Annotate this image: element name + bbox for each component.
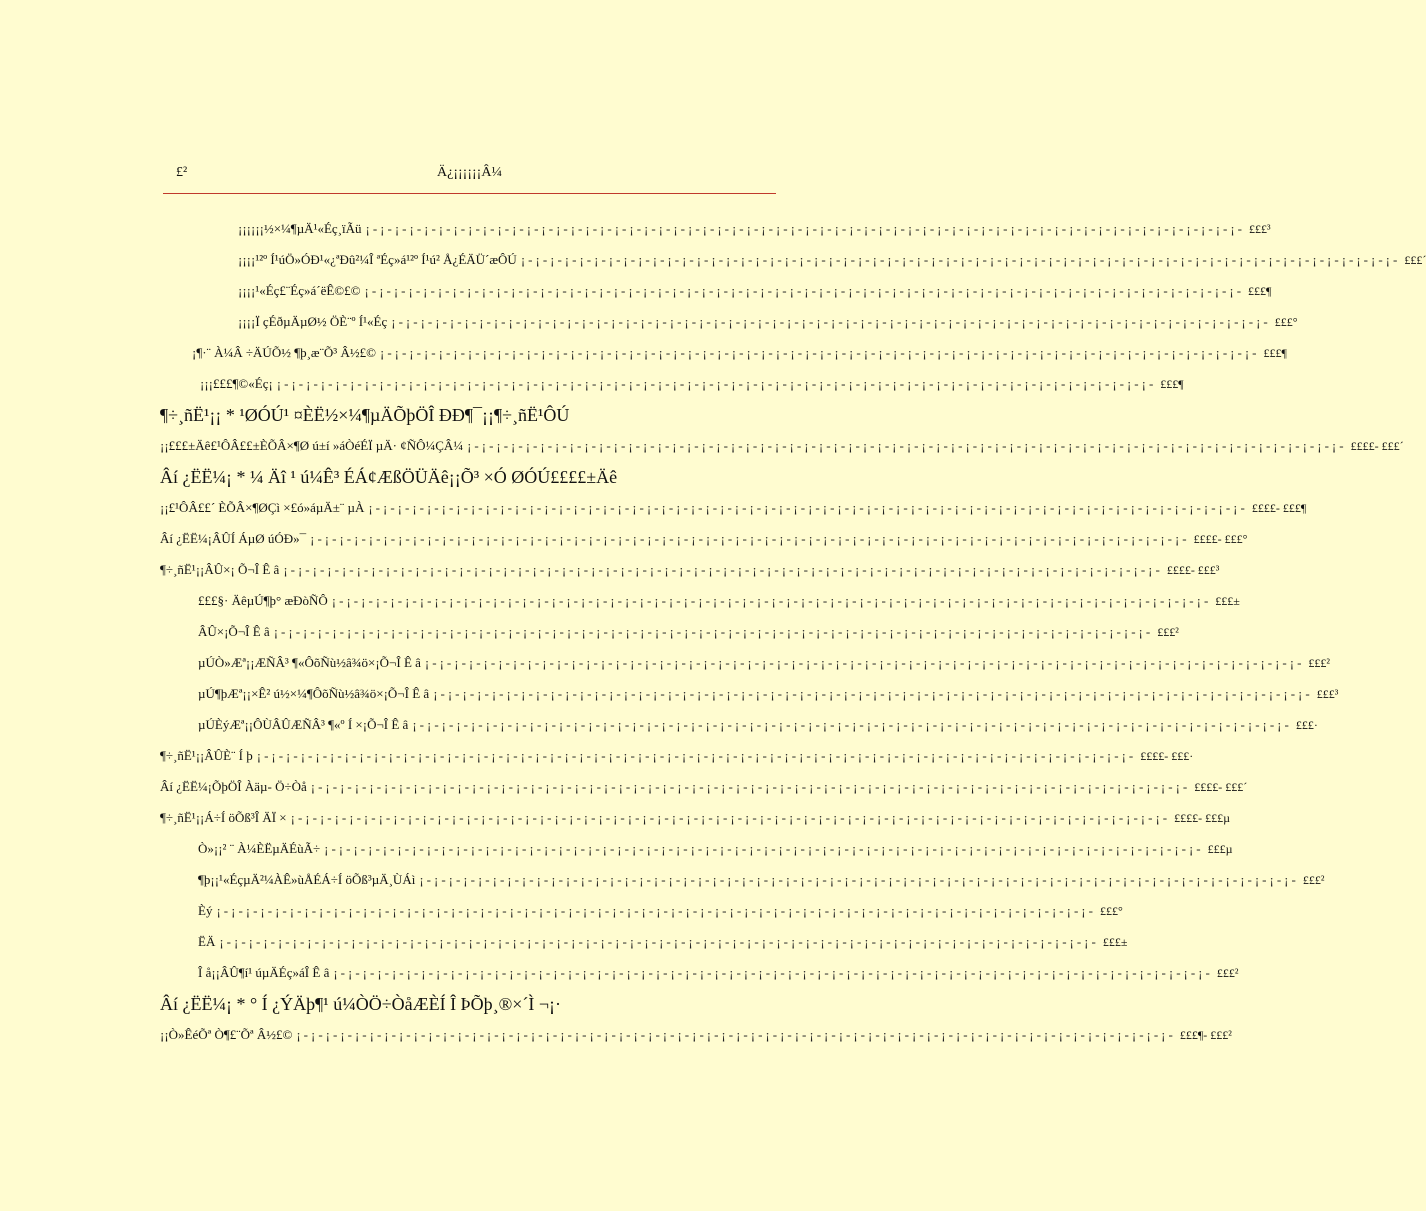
toc-entry[interactable]	[160, 836, 1233, 862]
dot-leader: ¡-¡-¡-¡-¡-¡-¡-¡-¡-¡-¡-¡-¡-¡-¡-¡-¡-¡-¡-¡-¡-¡-¡-¡-¡-¡-¡-¡-¡-¡-¡-¡-¡-¡-¡-¡-¡-¡-¡-¡-¡-¡-¡-¡-¡-¡-¡-¡-¡-¡-¡-¡-¡-¡-¡-¡-¡-¡-¡-¡-	[419, 872, 1299, 887]
toc-entry[interactable]	[160, 309, 1298, 335]
toc-entry[interactable]	[160, 743, 1194, 769]
dot-leader: ¡-¡-¡-¡-¡-¡-¡-¡-¡-¡-¡-¡-¡-¡-¡-¡-¡-¡-¡-¡-¡-¡-¡-¡-¡-¡-¡-¡-¡-¡-¡-¡-¡-¡-¡-¡-¡-¡-¡-¡-¡-¡-¡-¡-¡-¡-¡-¡-¡-¡-¡-¡-¡-¡-¡-¡-¡-¡-¡-¡-	[331, 593, 1212, 608]
toc-entry[interactable]	[160, 929, 1128, 955]
toc-entry[interactable]	[160, 681, 1339, 707]
dot-leader: ¡-¡-¡-¡-¡-¡-¡-¡-¡-¡-¡-¡-¡-¡-¡-¡-¡-¡-¡-¡-¡-¡-¡-¡-¡-¡-¡-¡-¡-¡-¡-¡-¡-¡-¡-¡-¡-¡-¡-¡-¡-¡-¡-¡-¡-¡-¡-¡-¡-¡-¡-¡-¡-¡-¡-¡-¡-¡-¡-¡-	[391, 314, 1271, 329]
toc-page-number: ££££- £££°	[1193, 532, 1248, 546]
toc-entry[interactable]	[160, 433, 1404, 459]
toc-entry-title: Èý	[198, 903, 213, 918]
dot-leader: ¡-¡-¡-¡-¡-¡-¡-¡-¡-¡-¡-¡-¡-¡-¡-¡-¡-¡-¡-¡-¡-¡-¡-¡-¡-¡-¡-¡-¡-¡-¡-¡-¡-¡-¡-¡-¡-¡-¡-¡-¡-¡-¡-¡-¡-¡-¡-¡-¡-¡-¡-¡-¡-¡-¡-¡-¡-¡-¡-¡-	[365, 221, 1246, 236]
toc-entry[interactable]	[160, 588, 1240, 614]
toc-page-number: ££££- £££µ	[1174, 811, 1231, 825]
toc-entry[interactable]	[160, 557, 1220, 583]
toc-entry-title: Âí ¿ËË¼¡ * ¼ Äî ¹ ú¼Ê³ ÉÁ¢ÆßÖÜÄê¡¡Õ³ ×Ó ØÓÚ££££±Äê	[160, 467, 618, 487]
toc-page-number: ££££- £££´	[1194, 780, 1248, 794]
toc-entry-title: ¡¡¡¡¹²º Í¹úÖ»ÓÐ¹«¿ªÐû²¼Î ªÉç»á¹²º Í¹ú² Å¿ÉÄÜ´æÔÚ	[238, 252, 517, 267]
toc-page-number: £££´	[1404, 253, 1426, 267]
toc-entry-title: ¶÷¸ñË¹¡¡ÂÛÈ¨ Í þ	[160, 748, 253, 763]
toc-entry-title: ¶÷¸ñË¹¡¡Á÷Í öÕß³Î ÄÏ ×	[160, 810, 287, 825]
toc-page-number: £££³	[1249, 222, 1271, 236]
toc-page-number: £££·	[1295, 718, 1318, 732]
toc-entry-title: ¡¡¡¡¹«Éç£¨Éç»á´ëÊ©£©	[238, 283, 361, 298]
dot-leader: ¡-¡-¡-¡-¡-¡-¡-¡-¡-¡-¡-¡-¡-¡-¡-¡-¡-¡-¡-¡-¡-¡-¡-¡-¡-¡-¡-¡-¡-¡-¡-¡-¡-¡-¡-¡-¡-¡-¡-¡-¡-¡-¡-¡-¡-¡-¡-¡-¡-¡-¡-¡-¡-¡-¡-¡-¡-¡-¡-¡-	[412, 717, 1292, 732]
toc-entry-title: ¡¶·¨ À¼Â ÷ÄÚÕ½ ¶þ¸æ¨Õ³ Â½£©	[192, 345, 376, 360]
toc-entry-title: £££§· ÄêµÚ¶þ° æÐòÑÔ	[198, 593, 328, 608]
toc-entry[interactable]	[160, 805, 1231, 831]
dot-leader: ¡-¡-¡-¡-¡-¡-¡-¡-¡-¡-¡-¡-¡-¡-¡-¡-¡-¡-¡-¡-¡-¡-¡-¡-¡-¡-¡-¡-¡-¡-¡-¡-¡-¡-¡-¡-¡-¡-¡-¡-¡-¡-¡-¡-¡-¡-¡-¡-¡-¡-¡-¡-¡-¡-¡-¡-¡-¡-¡-¡-	[379, 345, 1260, 360]
toc-entry[interactable]	[160, 960, 1239, 986]
toc-page-number: ££££- £££¶	[1251, 501, 1307, 515]
toc-page-number: ££££- £££´	[1350, 439, 1404, 453]
toc-page-number: £££²	[1216, 966, 1239, 980]
running-title: Ä¿¡¡¡¡¡¡Â¼	[437, 165, 502, 180]
page-number: £²	[176, 165, 188, 180]
toc-page-number: £££¶- £££²	[1179, 1028, 1232, 1042]
toc-entry-title: ¡¡¡¡Ï çÉðµÄµØ½ ÖÈ¨º Í¹«Éç	[238, 314, 388, 329]
toc-entry-title: ¶÷¸ñË¹¡¡ÂÛ×¡ Õ¬Î Ê â	[160, 562, 280, 577]
toc-entry-title: ¡¡Ò»ÊéÕª Ò¶£¨Õª Â½£©	[160, 1027, 293, 1042]
toc-entry[interactable]	[160, 650, 1331, 676]
toc-entry[interactable]	[160, 898, 1123, 924]
dot-leader: ¡-¡-¡-¡-¡-¡-¡-¡-¡-¡-¡-¡-¡-¡-¡-¡-¡-¡-¡-¡-¡-¡-¡-¡-¡-¡-¡-¡-¡-¡-¡-¡-¡-¡-¡-¡-¡-¡-¡-¡-¡-¡-¡-¡-¡-¡-¡-¡-¡-¡-¡-¡-¡-¡-¡-¡-¡-¡-¡-¡-	[520, 252, 1401, 267]
toc-entry[interactable]	[160, 1022, 1232, 1048]
toc-entry[interactable]	[160, 774, 1248, 800]
toc-page-number: £££²	[1308, 656, 1331, 670]
dot-leader: ¡-¡-¡-¡-¡-¡-¡-¡-¡-¡-¡-¡-¡-¡-¡-¡-¡-¡-¡-¡-¡-¡-¡-¡-¡-¡-¡-¡-¡-¡-¡-¡-¡-¡-¡-¡-¡-¡-¡-¡-¡-¡-¡-¡-¡-¡-¡-¡-¡-¡-¡-¡-¡-¡-¡-¡-¡-¡-¡-¡-	[364, 283, 1245, 298]
toc-entry-title: ¶þ¡¡¹«ÉçµÄ²¼ÀÊ»ùÅÉÁ÷Í öÕß³µÄ¸ÙÁì	[198, 872, 416, 887]
dot-leader: ¡-¡-¡-¡-¡-¡-¡-¡-¡-¡-¡-¡-¡-¡-¡-¡-¡-¡-¡-¡-¡-¡-¡-¡-¡-¡-¡-¡-¡-¡-¡-¡-¡-¡-¡-¡-¡-¡-¡-¡-¡-¡-¡-¡-¡-¡-¡-¡-¡-¡-¡-¡-¡-¡-¡-¡-¡-¡-¡-¡-	[256, 748, 1137, 763]
toc-entry[interactable]	[160, 464, 785, 490]
toc-entry[interactable]	[160, 247, 1426, 273]
toc-entry-title: Î å¡¡ÂÛ¶í¹ úµÄÉç»áÎ Ê â	[198, 965, 330, 980]
toc-page-number: ££££- £££³	[1166, 563, 1220, 577]
toc-entry-title: µÚ¶þÆª¡¡×Ê² ú½×¼¶ÔõÑù½â¾ö×¡Õ¬Î Ê â	[198, 686, 430, 701]
toc-entry[interactable]	[160, 619, 1179, 645]
toc-entry-title: Âí ¿ËË¼¡ * ° Í ¿ÝÄþ¶¹ ú¼ÒÖ÷ÒåÆÈÍ Î ÞÕþ¸®×´Ì ¬¡·	[160, 994, 562, 1014]
toc-page-number: £££³	[1316, 687, 1339, 701]
toc-page-number: £££¶	[1263, 346, 1287, 360]
dot-leader: ¡-¡-¡-¡-¡-¡-¡-¡-¡-¡-¡-¡-¡-¡-¡-¡-¡-¡-¡-¡-¡-¡-¡-¡-¡-¡-¡-¡-¡-¡-¡-¡-¡-¡-¡-¡-¡-¡-¡-¡-¡-¡-¡-¡-¡-¡-¡-¡-¡-¡-¡-¡-¡-¡-¡-¡-¡-¡-¡-¡-	[296, 1027, 1176, 1042]
toc-page-number: ££££- £££·	[1140, 749, 1194, 763]
toc-entry[interactable]	[160, 340, 1287, 366]
dot-leader: ¡-¡-¡-¡-¡-¡-¡-¡-¡-¡-¡-¡-¡-¡-¡-¡-¡-¡-¡-¡-¡-¡-¡-¡-¡-¡-¡-¡-¡-¡-¡-¡-¡-¡-¡-¡-¡-¡-¡-¡-¡-¡-¡-¡-¡-¡-¡-¡-¡-¡-¡-¡-¡-¡-¡-¡-¡-¡-¡-¡-	[368, 500, 1248, 515]
dot-leader: ¡-¡-¡-¡-¡-¡-¡-¡-¡-¡-¡-¡-¡-¡-¡-¡-¡-¡-¡-¡-¡-¡-¡-¡-¡-¡-¡-¡-¡-¡-¡-¡-¡-¡-¡-¡-¡-¡-¡-¡-¡-¡-¡-¡-¡-¡-¡-¡-¡-¡-¡-¡-¡-¡-¡-¡-¡-¡-¡-¡-	[290, 810, 1171, 825]
toc-entry[interactable]	[160, 526, 1248, 552]
toc-entry[interactable]	[160, 371, 1184, 397]
dot-leader: ¡-¡-¡-¡-¡-¡-¡-¡-¡-¡-¡-¡-¡-¡-¡-¡-¡-¡-¡-¡-¡-¡-¡-¡-¡-¡-¡-¡-¡-¡-¡-¡-¡-¡-¡-¡-¡-¡-¡-¡-¡-¡-¡-¡-¡-¡-¡-¡-¡-¡-¡-¡-¡-¡-¡-¡-¡-¡-¡-¡-	[467, 438, 1347, 453]
toc-entry-title: ¶÷¸ñË¹¡¡ * ¹ØÓÚ¹ ¤ÈË½×¼¶µÄÕþÖÎ ÐÐ¶¯¡¡¶÷¸ñË¹ÔÚ	[160, 405, 570, 425]
dot-leader: ¡-¡-¡-¡-¡-¡-¡-¡-¡-¡-¡-¡-¡-¡-¡-¡-¡-¡-¡-¡-¡-¡-¡-¡-¡-¡-¡-¡-¡-¡-¡-¡-¡-¡-¡-¡-¡-¡-¡-¡-¡-¡-¡-¡-¡-¡-¡-¡-¡-¡-¡-¡-¡-¡-¡-¡-¡-¡-¡-¡-	[216, 903, 1096, 918]
toc-page-number: £££±	[1215, 594, 1240, 608]
toc-page-number: £££¶	[1248, 284, 1272, 298]
toc-entry[interactable]	[160, 867, 1325, 893]
toc-page-number: £££°	[1274, 315, 1298, 329]
toc-entry-title: ËÄ	[198, 934, 216, 949]
toc-entry-title: µÚÈýÆª¡¡ÔÙÂÛÆÑÂ³ ¶«º Í ×¡Õ¬Î Ê â	[198, 717, 409, 732]
toc-entry[interactable]	[160, 712, 1318, 738]
toc-entry-title: ¡¡£¹ÔÂ££´ ÈÕÂ×¶ØÇì ×£ó»áµÄ±¨ µÀ	[160, 500, 365, 515]
toc-entry[interactable]	[160, 216, 1271, 242]
toc-page-number: £££°	[1099, 904, 1123, 918]
toc-entry[interactable]	[160, 278, 1272, 304]
toc-entry-title: ¡¡¡¡¡¡½×¼¶µÄ¹«Éç¸ïÃü	[238, 221, 362, 236]
toc-entry[interactable]	[160, 402, 785, 428]
dot-leader: ¡-¡-¡-¡-¡-¡-¡-¡-¡-¡-¡-¡-¡-¡-¡-¡-¡-¡-¡-¡-¡-¡-¡-¡-¡-¡-¡-¡-¡-¡-¡-¡-¡-¡-¡-¡-¡-¡-¡-¡-¡-¡-¡-¡-¡-¡-¡-¡-¡-¡-¡-¡-¡-¡-¡-¡-¡-¡-¡-¡-	[433, 686, 1313, 701]
dot-leader: ¡-¡-¡-¡-¡-¡-¡-¡-¡-¡-¡-¡-¡-¡-¡-¡-¡-¡-¡-¡-¡-¡-¡-¡-¡-¡-¡-¡-¡-¡-¡-¡-¡-¡-¡-¡-¡-¡-¡-¡-¡-¡-¡-¡-¡-¡-¡-¡-¡-¡-¡-¡-¡-¡-¡-¡-¡-¡-¡-¡-	[283, 562, 1163, 577]
toc-entry-title: Âí ¿ËË¼¡ÂÛÍ ÁµØ úÓÐ»¯	[160, 531, 307, 546]
dot-leader: ¡-¡-¡-¡-¡-¡-¡-¡-¡-¡-¡-¡-¡-¡-¡-¡-¡-¡-¡-¡-¡-¡-¡-¡-¡-¡-¡-¡-¡-¡-¡-¡-¡-¡-¡-¡-¡-¡-¡-¡-¡-¡-¡-¡-¡-¡-¡-¡-¡-¡-¡-¡-¡-¡-¡-¡-¡-¡-¡-¡-	[333, 965, 1213, 980]
toc-page-number: £££¶	[1160, 377, 1184, 391]
toc-entry[interactable]	[160, 991, 785, 1017]
toc-entry-title: ¡¡£££±Äê£¹ÔÂ££±ÈÕÂ×¶Ø ú±í »áÒéÉÏ µÄ· ¢ÑÔ¼ÇÂ¼	[160, 438, 464, 453]
toc-entry-title: µÚÒ»Æª¡¡ÆÑÂ³ ¶«ÔõÑù½â¾ö×¡Õ¬Î Ê â	[198, 655, 421, 670]
toc-entry[interactable]	[160, 495, 1307, 521]
dot-leader: ¡-¡-¡-¡-¡-¡-¡-¡-¡-¡-¡-¡-¡-¡-¡-¡-¡-¡-¡-¡-¡-¡-¡-¡-¡-¡-¡-¡-¡-¡-¡-¡-¡-¡-¡-¡-¡-¡-¡-¡-¡-¡-¡-¡-¡-¡-¡-¡-¡-¡-¡-¡-¡-¡-¡-¡-¡-¡-¡-¡-	[310, 779, 1191, 794]
toc-entry-title: Âí ¿ËË¼¡ÕþÖÎ Àäµ- Ö÷Òå	[160, 779, 307, 794]
dot-leader: ¡-¡-¡-¡-¡-¡-¡-¡-¡-¡-¡-¡-¡-¡-¡-¡-¡-¡-¡-¡-¡-¡-¡-¡-¡-¡-¡-¡-¡-¡-¡-¡-¡-¡-¡-¡-¡-¡-¡-¡-¡-¡-¡-¡-¡-¡-¡-¡-¡-¡-¡-¡-¡-¡-¡-¡-¡-¡-¡-¡-	[219, 934, 1099, 949]
dot-leader: ¡-¡-¡-¡-¡-¡-¡-¡-¡-¡-¡-¡-¡-¡-¡-¡-¡-¡-¡-¡-¡-¡-¡-¡-¡-¡-¡-¡-¡-¡-¡-¡-¡-¡-¡-¡-¡-¡-¡-¡-¡-¡-¡-¡-¡-¡-¡-¡-¡-¡-¡-¡-¡-¡-¡-¡-¡-¡-¡-¡-	[310, 531, 1190, 546]
toc-page-number: £££²	[1157, 625, 1179, 639]
toc-page-number: £££±	[1102, 935, 1128, 949]
dot-leader: ¡-¡-¡-¡-¡-¡-¡-¡-¡-¡-¡-¡-¡-¡-¡-¡-¡-¡-¡-¡-¡-¡-¡-¡-¡-¡-¡-¡-¡-¡-¡-¡-¡-¡-¡-¡-¡-¡-¡-¡-¡-¡-¡-¡-¡-¡-¡-¡-¡-¡-¡-¡-¡-¡-¡-¡-¡-¡-¡-¡-	[276, 376, 1157, 391]
toc-entry-title: ÂÛ×¡Õ¬Î Ê â	[198, 624, 270, 639]
toc-page-number: £££²	[1302, 873, 1325, 887]
dot-leader: ¡-¡-¡-¡-¡-¡-¡-¡-¡-¡-¡-¡-¡-¡-¡-¡-¡-¡-¡-¡-¡-¡-¡-¡-¡-¡-¡-¡-¡-¡-¡-¡-¡-¡-¡-¡-¡-¡-¡-¡-¡-¡-¡-¡-¡-¡-¡-¡-¡-¡-¡-¡-¡-¡-¡-¡-¡-¡-¡-¡-	[324, 841, 1204, 856]
dot-leader: ¡-¡-¡-¡-¡-¡-¡-¡-¡-¡-¡-¡-¡-¡-¡-¡-¡-¡-¡-¡-¡-¡-¡-¡-¡-¡-¡-¡-¡-¡-¡-¡-¡-¡-¡-¡-¡-¡-¡-¡-¡-¡-¡-¡-¡-¡-¡-¡-¡-¡-¡-¡-¡-¡-¡-¡-¡-¡-¡-¡-	[273, 624, 1154, 639]
dot-leader: ¡-¡-¡-¡-¡-¡-¡-¡-¡-¡-¡-¡-¡-¡-¡-¡-¡-¡-¡-¡-¡-¡-¡-¡-¡-¡-¡-¡-¡-¡-¡-¡-¡-¡-¡-¡-¡-¡-¡-¡-¡-¡-¡-¡-¡-¡-¡-¡-¡-¡-¡-¡-¡-¡-¡-¡-¡-¡-¡-¡-	[424, 655, 1305, 670]
toc-entry-title: ¡¡¡£££¶©«Éç¡	[200, 376, 273, 391]
toc-entry-title: Ò»¡¡² ¨ À¼ÈËµÄÉùÃ÷	[198, 841, 321, 856]
toc-page-number: £££µ	[1207, 842, 1233, 856]
page-header	[163, 163, 776, 194]
